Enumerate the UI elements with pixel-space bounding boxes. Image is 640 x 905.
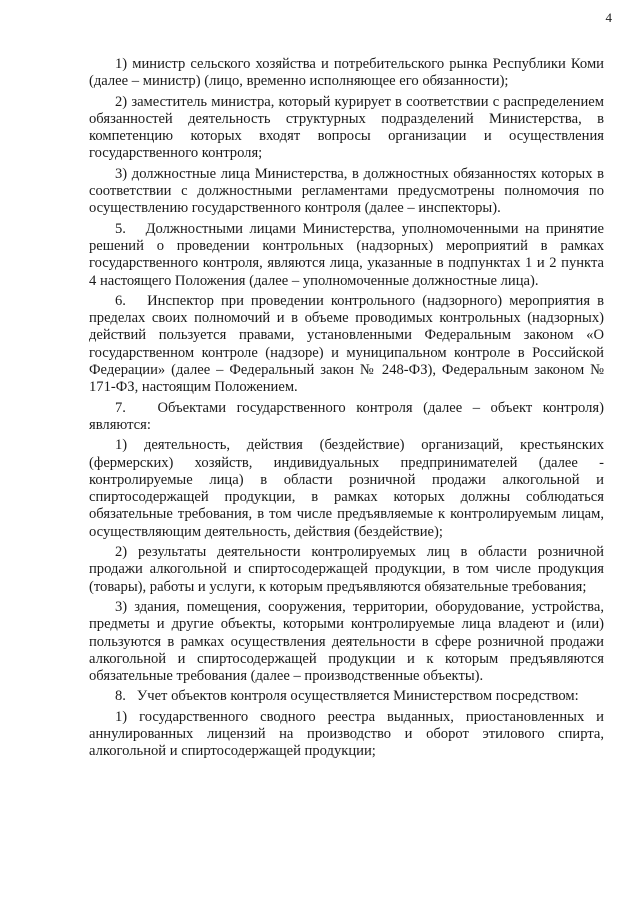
page-number: 4 [605,10,612,25]
paragraph-item-2-deputy-minister: 2) заместитель министра, который курирует в соответствии с распределением обязанностей деятельность структурных подразделений Министерства, в компетенцию которых входят вопросы организации и осуществления государственного контроля; [89,93,604,162]
paragraph-item-3-officials: 3) должностные лица Министерства, в должностных обязанностях которых в соответствии с должностными регламентами предусмотрены полномочия по осуществлению государственного контроля (далее – инспекторы). [89,165,604,217]
paragraph-clause-8-item-1: 1) государственного сводного реестра выданных, приостановленных и аннулированных лицензий на производство и оборот этилового спирта, алкогольной и спиртосодержащей продукции; [89,708,604,760]
document-body [89,56,604,764]
paragraph-clause-7-item-3: 3) здания, помещения, сооружения, территории, оборудование, устройства, предметы и другие объекты, которыми контролируемые лица владеют и (или) пользуются в рамках осуществления деятельности в сфере розничной продажи алкогольной и спиртосодержащей продукции и к которым предъявляются обязательные требования (далее – производственные объекты). [89,598,604,685]
paragraph-clause-5: 5. Должностными лицами Министерства, уполномоченными на принятие решений о проведении контрольных (надзорных) мероприятий в рамках государственного контроля, являются лица, указанные в подпунктах 1 и 2 пункта 4 настоящего Положения (далее – уполномоченные должностные лица). [89,220,604,289]
paragraph-clause-8: 8. Учет объектов контроля осуществляется Министерством посредством: [115,688,579,705]
paragraph-item-1-minister: 1) министр сельского хозяйства и потребительского рынка Республики Коми (далее – министр) (лицо, временно исполняющее его обязанности); [89,56,604,90]
paragraph-clause-6: 6. Инспектор при проведении контрольного (надзорного) мероприятия в пределах своих полномочий и в объеме проводимых контрольных (надзорных) действий пользуется правами, установленными Федеральным законом «О государственном контроле (надзоре) и муниципальном контроле в Российской Федерации» (далее – Федеральный закон № 248-ФЗ), Федеральным законом № 171-ФЗ, настоящим Положением. [89,292,604,396]
paragraph-clause-7-item-2: 2) результаты деятельности контролируемых лиц в области розничной продажи алкогольной и спиртосодержащей продукции, в том числе продукция (товары), работы и услуги, к которым предъявляются обязательные требования; [89,544,604,595]
paragraph-clause-7-item-1: 1) деятельность, действия (бездействие) организаций, крестьянских (фермерских) хозяйств, индивидуальных предпринимателей (далее - контролируемые лица) в области розничной продажи алкогольной и спиртосодержащей продукции, в рамках которых должны соблюдаться обязательные требования, в том числе предъявляемые к контролируемым лицам, осуществляющим деятельность, действия (бездействие); [89,437,604,540]
paragraph-clause-7: 7. Объектами государственного контроля (далее – объект контроля) являются: [89,399,604,433]
